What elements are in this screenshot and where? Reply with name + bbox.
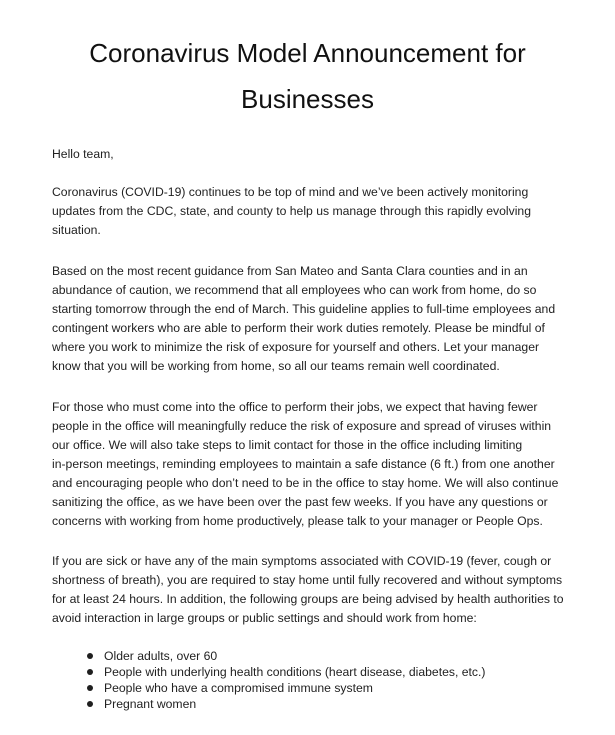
paragraph-line: abundance of caution, we recommend that all employees who can work from home, do so — [52, 283, 537, 297]
at-risk-groups-list — [52, 648, 485, 712]
paragraph-line: and encouraging people who don’t need to be in the office to stay home. We will also continue — [52, 476, 559, 490]
title-line-2: Businesses — [241, 84, 374, 114]
paragraph-line: starting tomorrow through the end of March. This guideline applies to full-time employees and — [52, 302, 556, 316]
paragraph-line: updates from the CDC, state, and county to help us manage through this rapidly evolving — [52, 204, 531, 218]
bullet-icon — [87, 701, 93, 707]
greeting-text: Hello team, — [52, 147, 114, 161]
title-line-1: Coronavirus Model Announcement for — [89, 38, 526, 68]
paragraph-line: Based on the most recent guidance from San Mateo and Santa Clara counties and in an — [52, 264, 528, 278]
paragraph-line: contingent workers who are able to perform their work duties remotely. Please be mindful of — [52, 321, 545, 335]
paragraph-symptoms — [52, 552, 572, 628]
paragraph-line: shortness of breath), you are required to stay home until fully recovered and without symptoms — [52, 573, 563, 587]
paragraph-line: sanitizing the office, as we have been over the past few weeks. If you have any questions or — [52, 495, 548, 509]
paragraph-line: situation. — [52, 223, 101, 237]
bullet-icon — [87, 653, 93, 659]
list-item-text: People who have a compromised immune system — [104, 681, 373, 695]
list-item — [52, 664, 485, 680]
paragraph-work-from-home — [52, 262, 572, 376]
paragraph-monitoring — [52, 183, 572, 240]
list-item-text: Pregnant women — [104, 697, 197, 711]
paragraph-line: our office. We will also take steps to limit contact for those in the office including limiting — [52, 438, 523, 452]
list-item-text: People with underlying health conditions (heart disease, diabetes, etc.) — [104, 665, 486, 679]
list-item — [52, 696, 485, 712]
paragraph-line: know that you will be working from home, so all our teams remain well coordinated. — [52, 359, 500, 373]
paragraph-line: people in the office will meaningfully reduce the risk of exposure and spread of viruses within — [52, 419, 552, 433]
bullet-icon — [87, 669, 93, 675]
paragraph-line: Coronavirus (COVID-19) continues to be top of mind and we’ve been actively monitoring — [52, 185, 529, 199]
paragraph-line: concerns with working from home productively, please talk to your manager or People Ops. — [52, 514, 543, 528]
paragraph-line: avoid interaction in large groups or public settings and should work from home: — [52, 611, 477, 625]
paragraph-line: If you are sick or have any of the main symptoms associated with COVID-19 (fever, cough or — [52, 554, 552, 568]
bullet-icon — [87, 685, 93, 691]
document-title — [20, 30, 595, 122]
list-item — [52, 648, 485, 664]
greeting — [52, 145, 572, 164]
paragraph-line: For those who must come into the office to perform their jobs, we expect that having fewer — [52, 400, 538, 414]
paragraph-line: where you work to minimize the risk of exposure for yourself and others. Let your manager — [52, 340, 540, 354]
list-item — [52, 680, 485, 696]
paragraph-office-guidance — [52, 398, 572, 531]
paragraph-line: for at least 24 hours. In addition, the following groups are being advised by health authorities to — [52, 592, 564, 606]
list-item-text: Older adults, over 60 — [104, 649, 218, 663]
paragraph-line: in-person meetings, reminding employees to maintain a safe distance (6 ft.) from one another — [52, 457, 555, 471]
